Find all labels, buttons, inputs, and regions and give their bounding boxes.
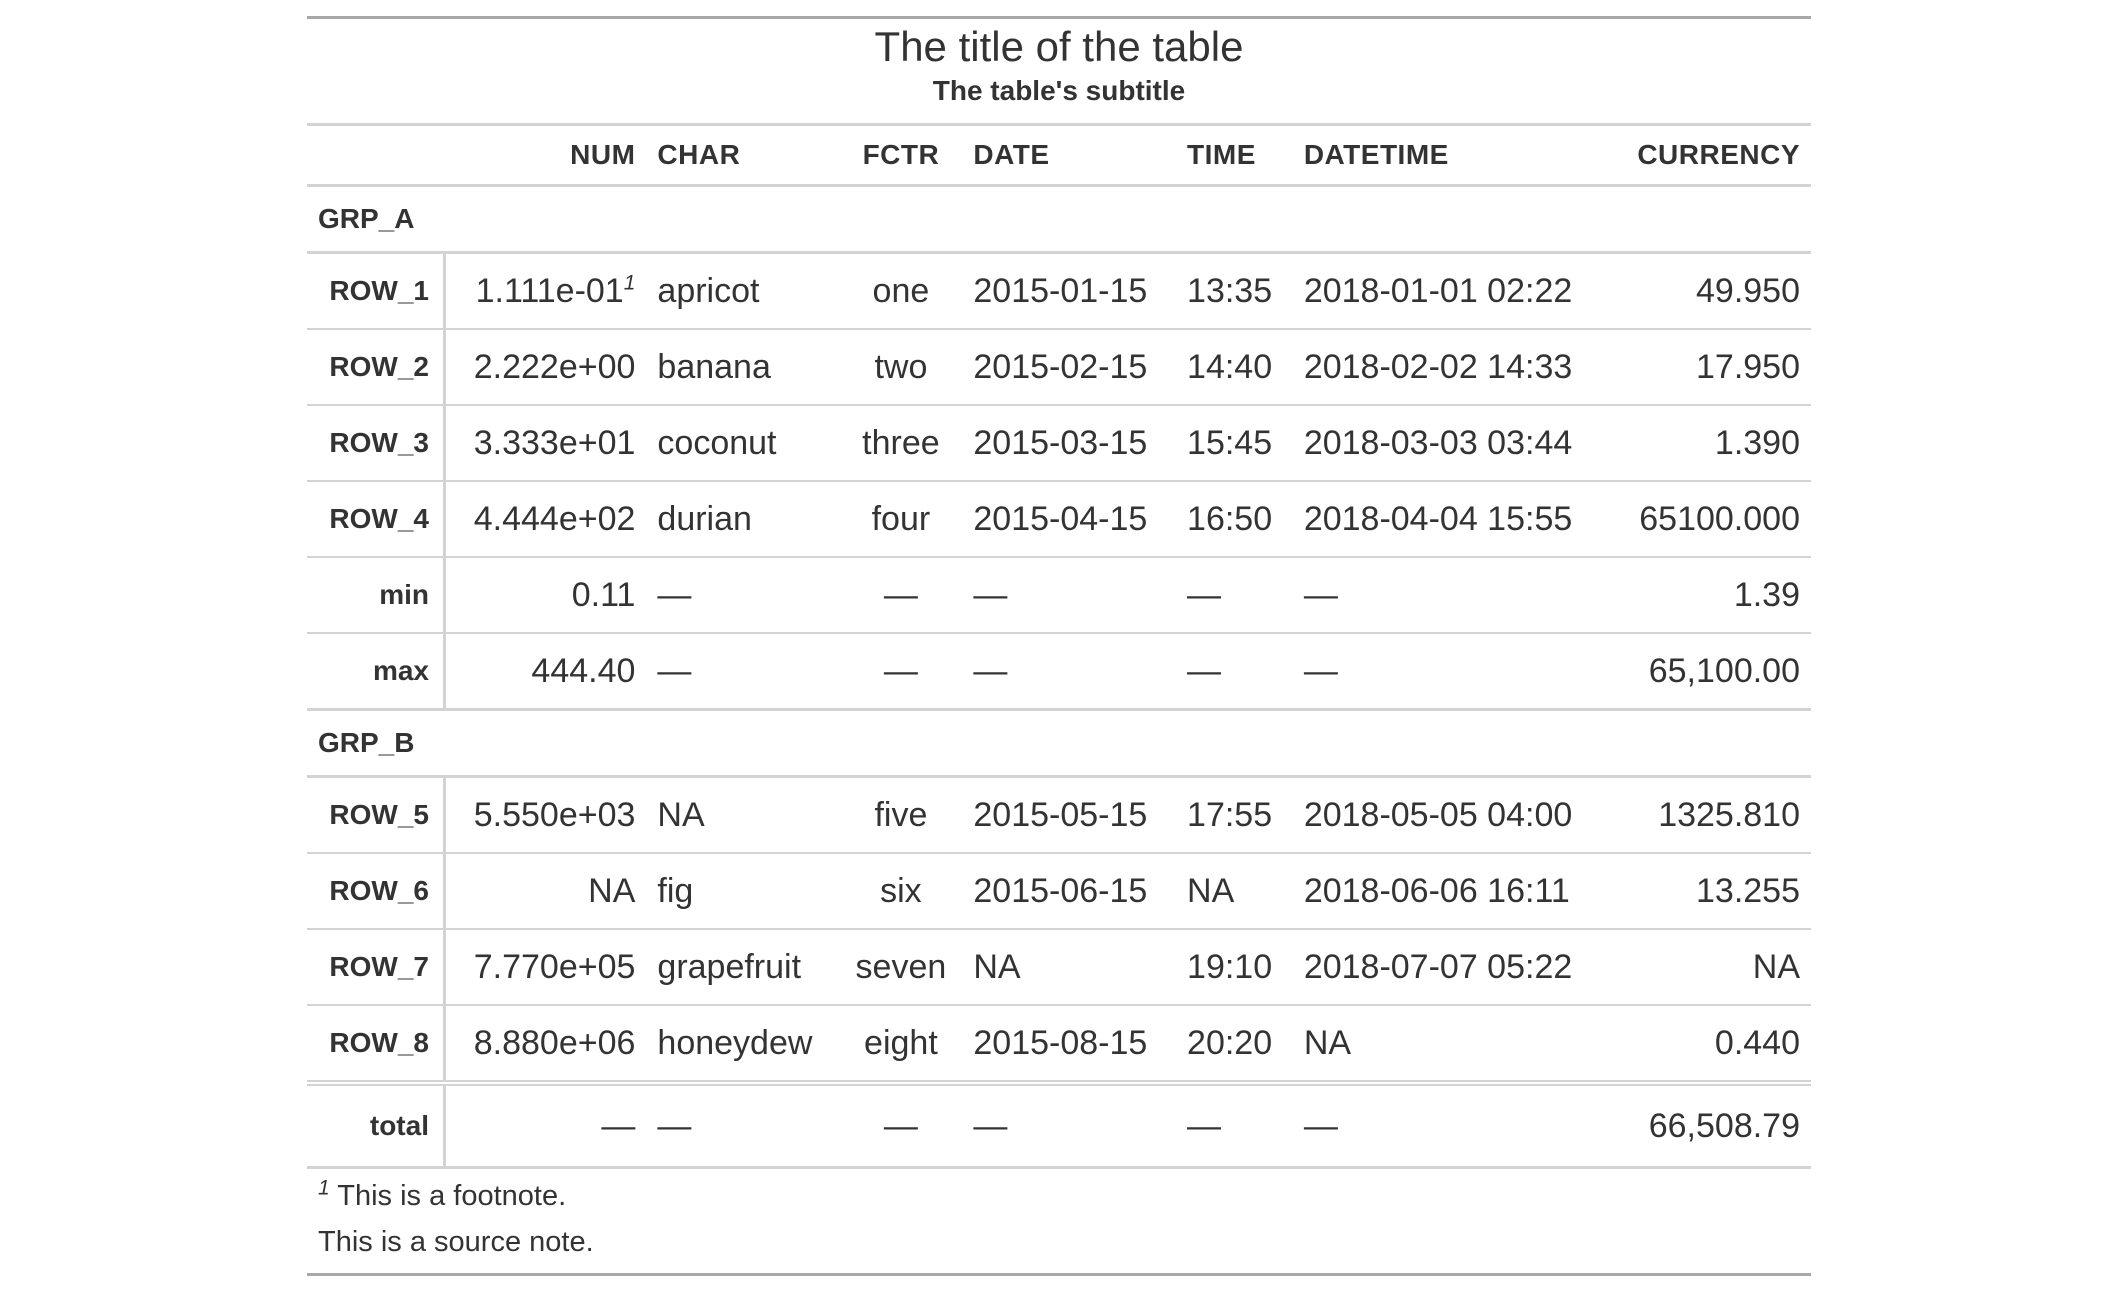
group-label: GRP_A xyxy=(307,186,1811,253)
cell-char: apricot xyxy=(646,253,839,330)
cell-time: — xyxy=(1176,633,1293,710)
group-row-grp-b xyxy=(307,710,1811,777)
summary-label: max xyxy=(307,633,444,710)
cell-currency: 17.950 xyxy=(1610,329,1811,405)
source-note-row xyxy=(307,1219,1811,1275)
source-note: This is a source note. xyxy=(318,1225,594,1258)
cell-time: 19:10 xyxy=(1176,929,1293,1005)
data-table xyxy=(307,16,1811,1276)
cell-currency: 66,508.79 xyxy=(1610,1083,1811,1168)
cell-num: 5.550e+03 xyxy=(444,777,646,854)
cell-num: 2.222e+00 xyxy=(444,329,646,405)
cell-fctr: — xyxy=(839,557,962,633)
cell-datetime: — xyxy=(1293,633,1610,710)
cell-date: NA xyxy=(962,929,1176,1005)
summary-row-max xyxy=(307,633,1811,710)
cell-num: 8.880e+06 xyxy=(444,1005,646,1083)
table-row xyxy=(307,253,1811,330)
cell-num: — xyxy=(444,1083,646,1168)
cell-fctr: one xyxy=(839,253,962,330)
column-header-row xyxy=(307,125,1811,186)
cell-currency: 13.255 xyxy=(1610,853,1811,929)
cell-char: — xyxy=(646,557,839,633)
cell-char: honeydew xyxy=(646,1005,839,1083)
cell-fctr: eight xyxy=(839,1005,962,1083)
row-label: ROW_5 xyxy=(307,777,444,854)
cell-time: 15:45 xyxy=(1176,405,1293,481)
table-subtitle: The table's subtitle xyxy=(307,75,1811,125)
cell-num: 3.333e+01 xyxy=(444,405,646,481)
footnote xyxy=(307,1168,1811,1220)
cell-currency: 49.950 xyxy=(1610,253,1811,330)
cell-num: 7.770e+05 xyxy=(444,929,646,1005)
row-label: ROW_6 xyxy=(307,853,444,929)
group-row-grp-a xyxy=(307,186,1811,253)
cell-char: fig xyxy=(646,853,839,929)
cell-time: 17:55 xyxy=(1176,777,1293,854)
column-header-currency: CURRENCY xyxy=(1610,125,1811,186)
cell-time: — xyxy=(1176,1083,1293,1168)
table-row xyxy=(307,853,1811,929)
column-header-datetime: DATETIME xyxy=(1293,125,1610,186)
column-header-char: CHAR xyxy=(646,125,839,186)
column-header-time: TIME xyxy=(1176,125,1293,186)
cell-time: NA xyxy=(1176,853,1293,929)
cell-currency: 65,100.00 xyxy=(1610,633,1811,710)
cell-date: — xyxy=(962,1083,1176,1168)
cell-fctr: — xyxy=(839,1083,962,1168)
cell-num: 0.11 xyxy=(444,557,646,633)
cell-currency: NA xyxy=(1610,929,1811,1005)
cell-char: — xyxy=(646,1083,839,1168)
table-row xyxy=(307,481,1811,557)
cell-char: — xyxy=(646,633,839,710)
footnote-mark: 1 xyxy=(318,1175,330,1199)
cell-num-value: 1.111e-01 xyxy=(475,271,624,310)
cell-datetime: NA xyxy=(1293,1005,1610,1083)
cell-date: 2015-04-15 xyxy=(962,481,1176,557)
table-row xyxy=(307,329,1811,405)
cell-char: durian xyxy=(646,481,839,557)
cell-fctr: two xyxy=(839,329,962,405)
cell-datetime: 2018-04-04 15:55 xyxy=(1293,481,1610,557)
column-header-date: DATE xyxy=(962,125,1176,186)
cell-date: 2015-02-15 xyxy=(962,329,1176,405)
row-label: ROW_2 xyxy=(307,329,444,405)
grand-summary-label: total xyxy=(307,1083,444,1168)
table-row xyxy=(307,1005,1811,1083)
cell-char: coconut xyxy=(646,405,839,481)
table-title: The title of the table xyxy=(874,23,1244,70)
summary-row-min xyxy=(307,557,1811,633)
cell-date: 2015-03-15 xyxy=(962,405,1176,481)
footnote-mark: 1 xyxy=(623,271,636,295)
cell-datetime: 2018-07-07 05:22 xyxy=(1293,929,1610,1005)
summary-label: min xyxy=(307,557,444,633)
table-row xyxy=(307,929,1811,1005)
cell-num: 4.444e+02 xyxy=(444,481,646,557)
row-label: ROW_4 xyxy=(307,481,444,557)
table-row xyxy=(307,405,1811,481)
cell-datetime: 2018-02-02 14:33 xyxy=(1293,329,1610,405)
row-label: ROW_8 xyxy=(307,1005,444,1083)
cell-currency: 0.440 xyxy=(1610,1005,1811,1083)
cell-datetime: 2018-05-05 04:00 xyxy=(1293,777,1610,854)
cell-time: 14:40 xyxy=(1176,329,1293,405)
cell-fctr: four xyxy=(839,481,962,557)
cell-date: — xyxy=(962,557,1176,633)
cell-date: 2015-06-15 xyxy=(962,853,1176,929)
cell-currency: 1.390 xyxy=(1610,405,1811,481)
cell-datetime: — xyxy=(1293,1083,1610,1168)
cell-datetime: 2018-06-06 16:11 xyxy=(1293,853,1610,929)
column-header-fctr: FCTR xyxy=(839,125,962,186)
cell-datetime: — xyxy=(1293,557,1610,633)
cell-date: — xyxy=(962,633,1176,710)
cell-date: 2015-01-15 xyxy=(962,253,1176,330)
cell-time: — xyxy=(1176,557,1293,633)
cell-time: 16:50 xyxy=(1176,481,1293,557)
cell-currency: 1.39 xyxy=(1610,557,1811,633)
table-row xyxy=(307,777,1811,854)
group-label: GRP_B xyxy=(307,710,1811,777)
cell-fctr: — xyxy=(839,633,962,710)
column-header-stub xyxy=(307,125,444,186)
cell-datetime: 2018-01-01 02:22 xyxy=(1293,253,1610,330)
row-label: ROW_7 xyxy=(307,929,444,1005)
cell-fctr: six xyxy=(839,853,962,929)
grand-summary-row xyxy=(307,1083,1811,1168)
cell-time: 13:35 xyxy=(1176,253,1293,330)
cell-currency: 65100.000 xyxy=(1610,481,1811,557)
cell-fctr: seven xyxy=(839,929,962,1005)
row-label: ROW_1 xyxy=(307,253,444,330)
cell-num: NA xyxy=(444,853,646,929)
cell-char: banana xyxy=(646,329,839,405)
column-header-num: NUM xyxy=(444,125,646,186)
row-label: ROW_3 xyxy=(307,405,444,481)
cell-char: NA xyxy=(646,777,839,854)
cell-date: 2015-05-15 xyxy=(962,777,1176,854)
cell-date: 2015-08-15 xyxy=(962,1005,1176,1083)
cell-fctr: five xyxy=(839,777,962,854)
cell-char: grapefruit xyxy=(646,929,839,1005)
cell-num xyxy=(444,253,646,330)
cell-currency: 1325.810 xyxy=(1610,777,1811,854)
cell-datetime: 2018-03-03 03:44 xyxy=(1293,405,1610,481)
cell-fctr: three xyxy=(839,405,962,481)
cell-time: 20:20 xyxy=(1176,1005,1293,1083)
footnote-text: This is a footnote. xyxy=(337,1179,567,1212)
cell-num: 444.40 xyxy=(444,633,646,710)
footnote-row xyxy=(307,1168,1811,1220)
